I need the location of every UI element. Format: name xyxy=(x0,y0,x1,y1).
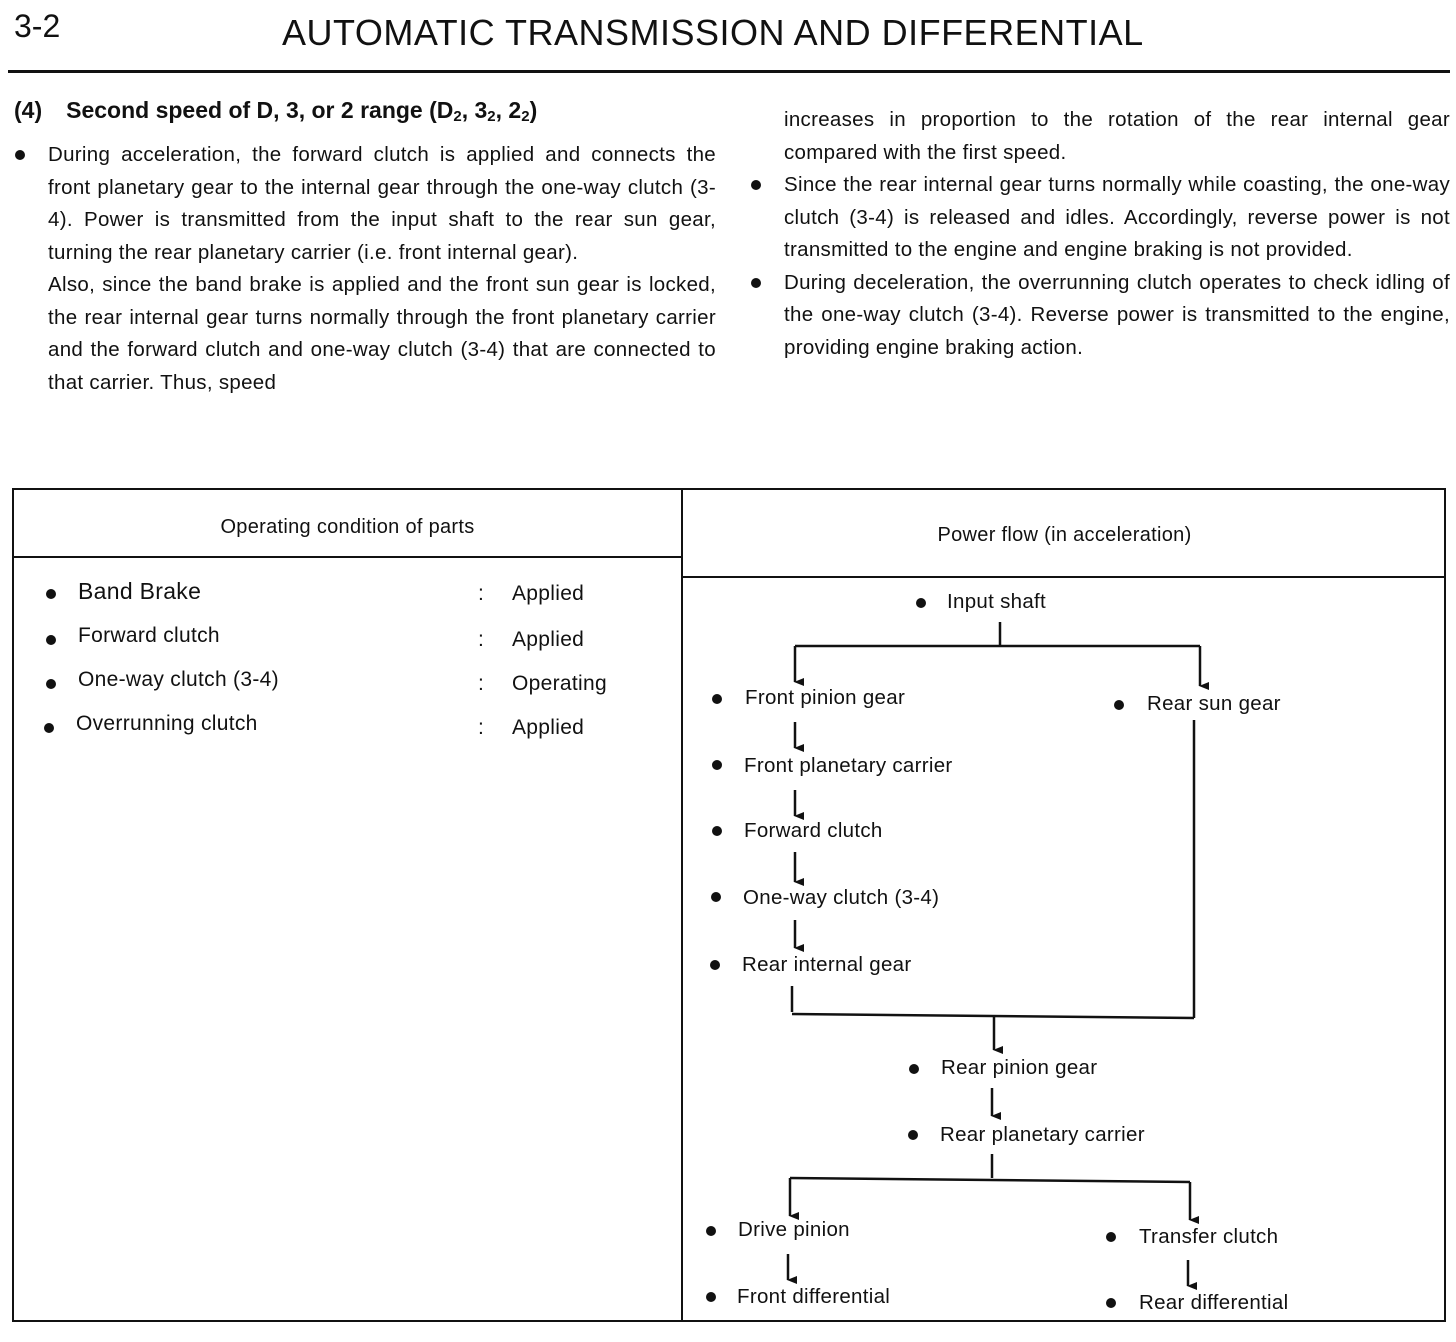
condition-colon: : xyxy=(478,672,485,695)
flow-label-rear-differential: Rear differential xyxy=(1139,1291,1289,1314)
paragraph-continuation: increases in proportion to the rotation of the rear internal gear compared with the first speed. xyxy=(784,108,1450,164)
connector-output-branch xyxy=(790,1178,1190,1182)
flow-dot xyxy=(712,694,722,704)
flow-dot xyxy=(710,960,720,970)
flow-dot xyxy=(1106,1298,1116,1308)
heading-separator-2: , 2 xyxy=(495,97,522,123)
condition-colon: : xyxy=(478,582,485,605)
section-number: (4) xyxy=(14,97,43,123)
page-number: 3-2 xyxy=(14,8,61,44)
condition-part: One-way clutch (3-4) xyxy=(78,668,279,691)
flow-dot xyxy=(712,760,722,770)
header-rule xyxy=(8,70,1450,73)
operation-table xyxy=(12,488,1446,1322)
flow-label-forward-clutch: Forward clutch xyxy=(744,819,883,842)
right-column xyxy=(750,104,1450,364)
flow-label-rear-internal-gear: Rear internal gear xyxy=(742,953,912,976)
table-header-operating-condition: Operating condition of parts xyxy=(220,516,475,538)
left-column xyxy=(14,92,716,399)
flow-dot xyxy=(706,1292,716,1302)
condition-part: Band Brake xyxy=(78,578,202,604)
heading-close-paren: ) xyxy=(529,97,538,123)
flow-dot xyxy=(909,1064,919,1074)
heading-subscript-2: 2 xyxy=(487,108,496,125)
flow-label-front-planetary-carrier: Front planetary carrier xyxy=(744,754,953,777)
flow-dot xyxy=(711,892,721,902)
condition-part: Overrunning clutch xyxy=(76,712,258,735)
condition-colon: : xyxy=(478,716,485,739)
bullet-paragraph-acceleration: During acceleration, the forward clutch is applied and connects the front planetary gear to the internal gear through the one-way clutch (3-4). Power is transmitted from the input shaft to the rear sun gear, turning the rear planetary carrier (i.e. front internal gear). xyxy=(14,139,716,269)
flow-label-input-shaft: Input shaft xyxy=(947,590,1047,613)
flow-dot xyxy=(1106,1232,1116,1242)
condition-colon: : xyxy=(478,628,485,651)
page-title: AUTOMATIC TRANSMISSION AND DIFFERENTIAL xyxy=(282,12,1144,53)
flow-label-rear-sun-gear: Rear sun gear xyxy=(1147,692,1281,715)
flow-label-one-way-clutch: One-way clutch (3-4) xyxy=(743,886,940,909)
bullet-paragraph-coasting: Since the rear internal gear turns normally while coasting, the one-way clutch (3-4) is released and idles. Accordingly, reverse power is not transmitted to the engine and engine braking is not provided. xyxy=(750,169,1450,267)
flow-label-transfer-clutch: Transfer clutch xyxy=(1139,1225,1279,1248)
flow-dot xyxy=(706,1226,716,1236)
condition-state: Operating xyxy=(512,672,607,695)
flow-label-front-pinion-gear: Front pinion gear xyxy=(745,686,906,709)
flow-dot xyxy=(712,826,722,836)
power-flow-connectors xyxy=(14,490,1444,1320)
flow-label-rear-pinion-gear: Rear pinion gear xyxy=(941,1056,1098,1079)
flow-label-drive-pinion: Drive pinion xyxy=(738,1218,850,1241)
condition-state: Applied xyxy=(512,716,585,739)
section-heading xyxy=(14,92,716,135)
table-header-power-flow: Power flow (in acceleration) xyxy=(937,524,1192,546)
condition-state: Applied xyxy=(512,628,585,651)
section-heading-text: Second speed of D, 3, or 2 range (D xyxy=(66,97,454,123)
condition-part: Forward clutch xyxy=(78,624,220,647)
condition-state: Applied xyxy=(512,582,585,605)
flow-label-rear-planetary-carrier: Rear planetary carrier xyxy=(940,1123,1145,1146)
flow-label-front-differential: Front differential xyxy=(737,1285,891,1308)
flow-dot xyxy=(916,598,926,608)
heading-subscript-3: 2 xyxy=(521,108,530,125)
heading-subscript-1: 2 xyxy=(453,108,462,125)
flow-dot xyxy=(1114,700,1124,710)
flow-dot xyxy=(908,1130,918,1140)
bullet-paragraph-deceleration: During deceleration, the overrunning clutch operates to check idling of the one-way clutch (3-4). Reverse power is transmitted to the engine, providing engine braking action. xyxy=(750,267,1450,365)
heading-separator-1: , 3 xyxy=(461,97,488,123)
paragraph-band-brake: Also, since the band brake is applied and the front sun gear is locked, the rear internal gear turns normally through the front planetary carrier and the forward clutch and one-way clutch (3-4) that are connected to that carrier. Thus, speed xyxy=(48,273,716,394)
